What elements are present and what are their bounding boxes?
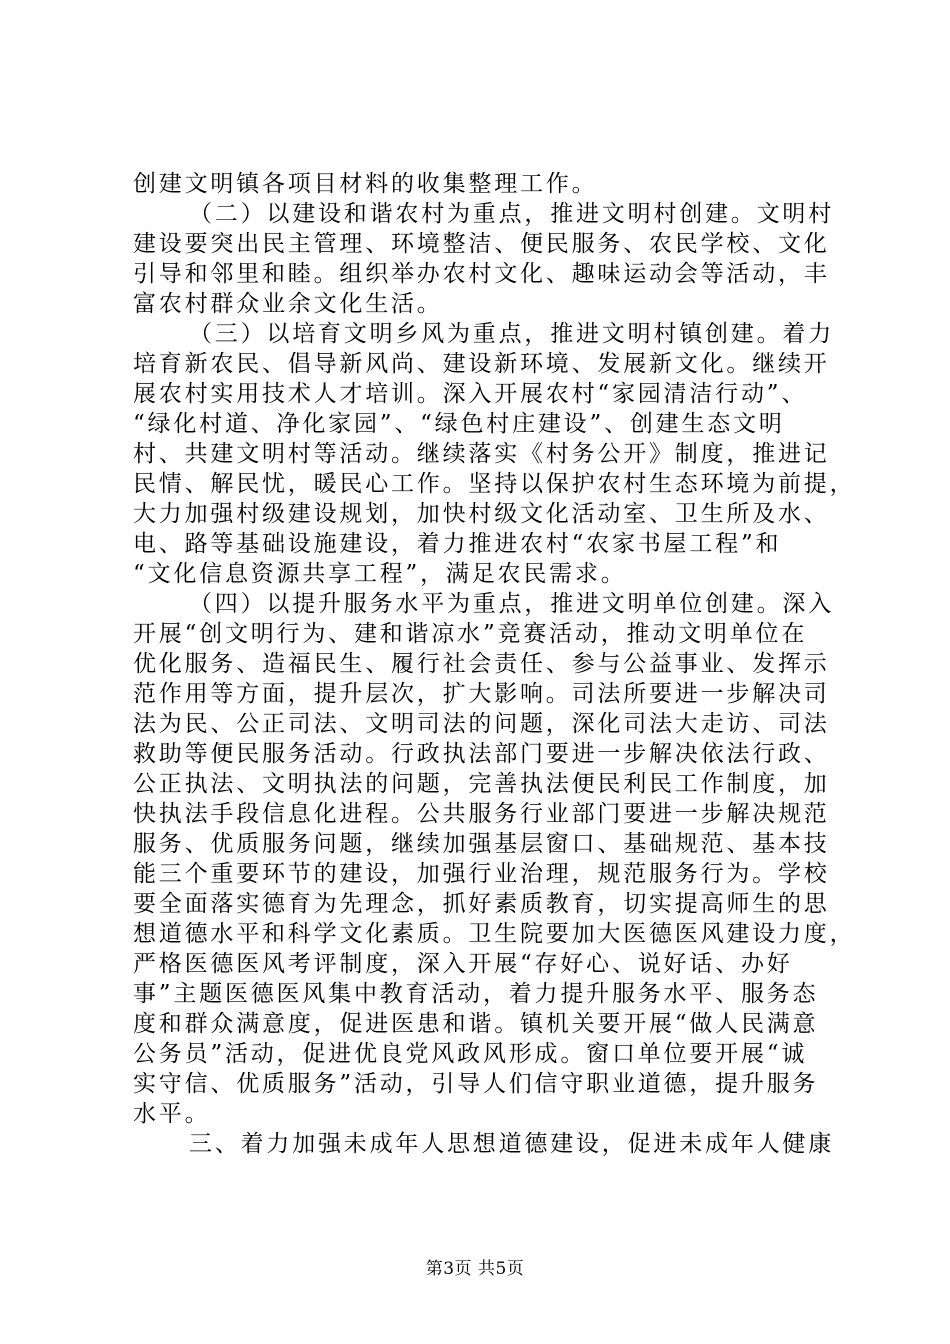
text-line: 创建文明镇各项目材料的收集整理工作。 bbox=[133, 171, 598, 197]
paragraph-heading-3: （三）以培育文明乡风为重点，推进文明村镇创建。着力 bbox=[189, 321, 834, 347]
text-line: 快执法手段信息化进程。公共服务行业部门要进一步解决规范 bbox=[133, 801, 830, 827]
body-text bbox=[133, 169, 856, 1159]
text-line: 严格医德医风考评制度，深入开展“存好心、说好话、办好 bbox=[133, 951, 793, 977]
text-line: 想道德水平和科学文化素质。卫生院要加大医德医风建设力度， bbox=[133, 921, 856, 947]
text-line: 事”主题医德医风集中教育活动，着力提升服务水平、服务态 bbox=[133, 981, 819, 1007]
text-line: 公正执法、文明执法的问题，完善执法便民利民工作制度，加 bbox=[133, 771, 830, 797]
text-line: 引导和邻里和睦。组织举办农村文化、趣味运动会等活动，丰 bbox=[133, 261, 830, 287]
text-line: 优化服务、造福民生、履行社会责任、参与公益事业、发挥示 bbox=[133, 651, 830, 677]
text-line: 大力加强村级建设规划，加快村级文化活动室、卫生所及水、 bbox=[133, 501, 830, 527]
text-line: 能三个重要环节的建设，加强行业治理，规范服务行为。学校 bbox=[133, 861, 830, 887]
text-line: 要全面落实德育为先理念，抓好素质教育，切实提高师生的思 bbox=[133, 891, 830, 917]
text-line: 电、路等基础设施建设，着力推进农村“农家书屋工程”和 bbox=[133, 531, 782, 557]
text-line: 公务员”活动，促进优良党风政风形成。窗口单位要开展“诚 bbox=[133, 1041, 808, 1067]
text-line: 开展“创文明行为、建和谐凉水”竞赛活动，推动文明单位在 bbox=[133, 621, 808, 647]
text-line: 实守信、优质服务”活动，引导人们信守职业道德，提升服务 bbox=[133, 1071, 819, 1097]
text-line: 培育新农民、倡导新风尚、建设新环境、发展新文化。继续开 bbox=[133, 351, 830, 377]
text-line: 富农村群众业余文化生活。 bbox=[133, 291, 443, 317]
section-heading-3: 三、着力加强未成年人思想道德建设，促进未成年人健康 bbox=[189, 1131, 834, 1157]
paragraph-heading-2: （二）以建设和谐农村为重点，推进文明村创建。文明村 bbox=[189, 201, 834, 227]
text-line: 服务、优质服务问题，继续加强基层窗口、基础规范、基本技 bbox=[133, 831, 830, 857]
text-line: “文化信息资源共享工程”，满足农民需求。 bbox=[133, 561, 627, 587]
paragraph-heading-4: （四）以提升服务水平为重点，推进文明单位创建。深入 bbox=[189, 591, 834, 617]
text-line: “绿化村道、净化家园”、“绿色村庄建设”、创建生态文明 bbox=[133, 411, 785, 437]
text-line: 展农村实用技术人才培训。深入开展农村“家园清洁行动”、 bbox=[133, 381, 808, 407]
text-line: 范作用等方面，提升层次，扩大影响。司法所要进一步解决司 bbox=[133, 681, 830, 707]
text-line: 建设要突出民主管理、环境整洁、便民服务、农民学校、文化 bbox=[133, 231, 830, 257]
text-line: 村、共建文明村等活动。继续落实《村务公开》制度，推进记 bbox=[133, 441, 830, 467]
text-line: 救助等便民服务活动。行政执法部门要进一步解决依法行政、 bbox=[133, 741, 830, 767]
text-line: 法为民、公正司法、文明司法的问题，深化司法大走访、司法 bbox=[133, 711, 830, 737]
text-line: 民情、解民忧，暖民心工作。坚持以保护农村生态环境为前提， bbox=[133, 471, 856, 497]
page-footer bbox=[0, 1258, 950, 1280]
page-number: 第3页 共5页 bbox=[425, 1259, 525, 1279]
text-line: 水平。 bbox=[133, 1101, 211, 1127]
text-line: 度和群众满意度，促进医患和谐。镇机关要开展“做人民满意 bbox=[133, 1011, 819, 1037]
